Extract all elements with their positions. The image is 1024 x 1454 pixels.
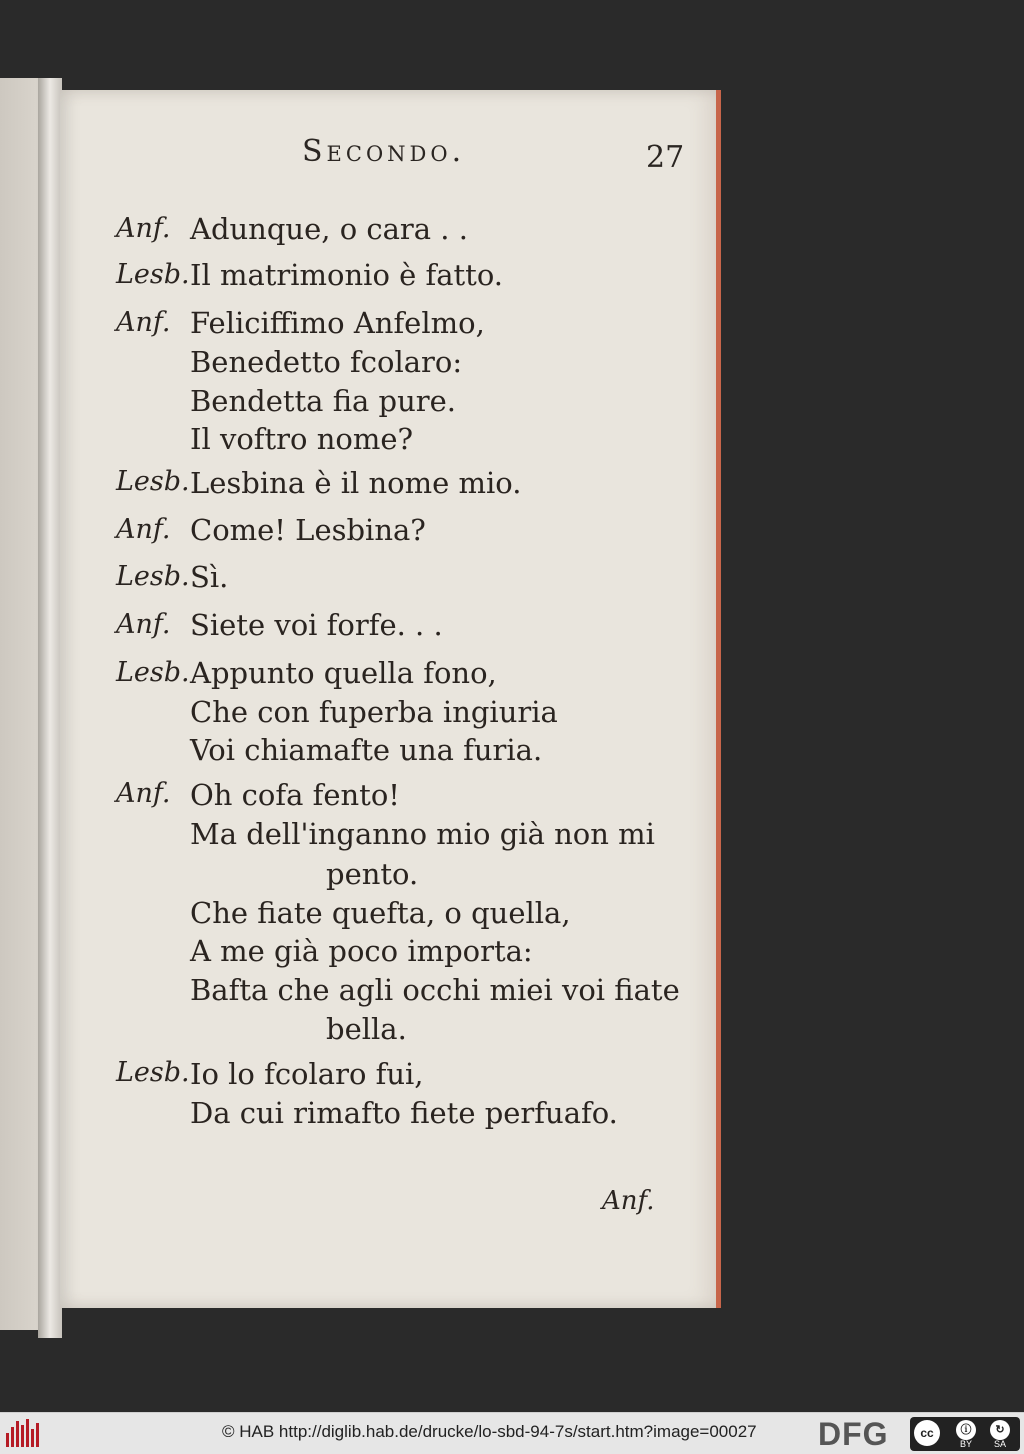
text-line: Come! Lesbina? (190, 513, 426, 547)
text-line: Bafta che agli occhi miei voi fiate (190, 973, 680, 1007)
by-label: BY (960, 1439, 973, 1449)
text-line: Siete voi forfe. . . (190, 608, 443, 642)
speaker-label: Anf. (116, 213, 171, 244)
speaker-label: Anf. (116, 514, 171, 545)
catchword: Anf. (602, 1186, 655, 1216)
text-line: Il voftro nome? (190, 422, 414, 456)
speaker-label: Lesb. (116, 259, 190, 290)
speaker-label: Anf. (116, 307, 171, 338)
hab-logo-icon (6, 1419, 40, 1447)
text-line: Sì. (190, 560, 229, 594)
dfg-logo: DFG (818, 1416, 889, 1452)
cc-icon: cc (914, 1420, 940, 1446)
text-line: Lesbina è il nome mio. (190, 466, 522, 500)
speaker-label: Lesb. (116, 561, 190, 592)
text-line: Ma dell'inganno mio già non mi (190, 817, 655, 851)
text-line: Che con fuperba ingiuria (190, 695, 558, 729)
speaker-label: Anf. (116, 609, 171, 640)
text-line: Io lo fcolaro fui, (190, 1057, 424, 1091)
text-line: Da cui rimafto fiete perfuafo. (190, 1096, 618, 1130)
by-attribution-icon: ⓘ (956, 1420, 976, 1440)
page-number: 27 (646, 140, 685, 175)
speaker-label: Lesb. (116, 466, 190, 497)
share-alike-icon: ↻ (990, 1420, 1010, 1440)
speaker-label: Anf. (116, 778, 171, 809)
footer-bar (0, 1412, 1024, 1454)
running-head: Secondo. (302, 134, 466, 169)
speaker-label: Lesb. (116, 657, 190, 688)
text-line: Appunto quella fono, (190, 656, 497, 690)
text-line: Oh cofa fento! (190, 778, 400, 812)
cc-license-badge[interactable] (910, 1417, 1020, 1451)
sa-label: SA (994, 1439, 1007, 1449)
text-line: A me già poco importa: (190, 934, 533, 968)
text-line: Voi chiamafte una furia. (190, 733, 543, 767)
text-line: Adunque, o cara . . (190, 212, 468, 246)
book-gutter (38, 78, 62, 1338)
text-line: Benedetto fcolaro: (190, 345, 463, 379)
text-line: Che fiate quefta, o quella, (190, 896, 571, 930)
text-line: Il matrimonio è fatto. (190, 258, 503, 292)
speaker-label: Lesb. (116, 1057, 190, 1088)
text-line: pento. (326, 857, 419, 891)
text-line: bella. (326, 1012, 407, 1046)
copyright-link[interactable]: © HAB http://diglib.hab.de/drucke/lo-sbd-94-7s/start.htm?image=00027 (222, 1422, 757, 1441)
text-line: Bendetta fia pure. (190, 384, 457, 418)
text-line: Feliciffimo Anfelmo, (190, 306, 485, 340)
